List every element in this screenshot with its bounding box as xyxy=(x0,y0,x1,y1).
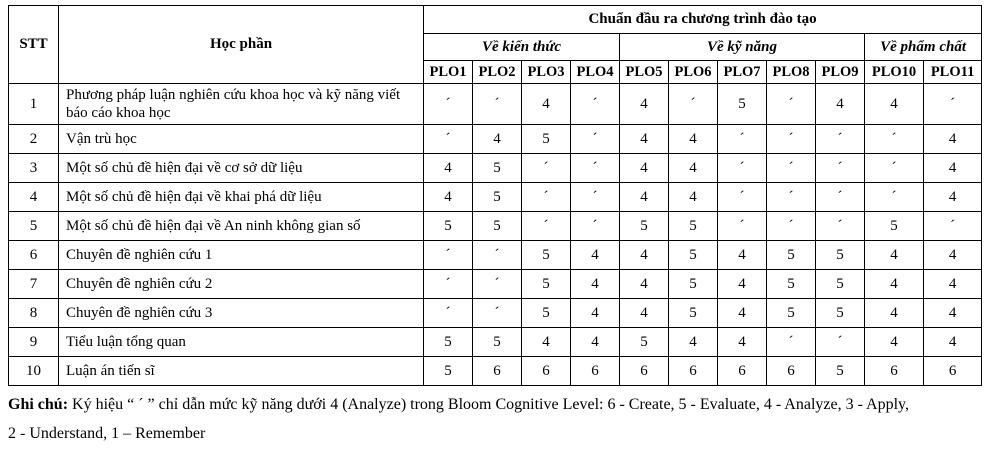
plo-value-cell: ´ xyxy=(767,328,816,357)
plo-value-cell: 5 xyxy=(424,212,473,241)
plo-value-cell: 4 xyxy=(718,328,767,357)
footnote-line-2 xyxy=(8,419,980,448)
plo-value-cell: ´ xyxy=(424,125,473,154)
plo-value-cell: 6 xyxy=(767,357,816,386)
outcomes-title-header: Chuẩn đầu ra chương trình đào tạo xyxy=(424,6,982,34)
plo-column-header: PLO1 xyxy=(424,61,473,84)
plo-value-cell: 4 xyxy=(571,241,620,270)
plo-value-cell: 5 xyxy=(522,125,571,154)
footnote-line-1 xyxy=(8,390,980,419)
plo-value-cell: 4 xyxy=(620,241,669,270)
stt-cell: 6 xyxy=(9,241,59,270)
plo-value-cell: 5 xyxy=(669,299,718,328)
plo-value-cell: 4 xyxy=(669,328,718,357)
plo-column-header: PLO2 xyxy=(473,61,522,84)
footnote-text-2: 2 - Understand, 1 – Remember xyxy=(8,425,206,442)
plo-value-cell: ´ xyxy=(522,183,571,212)
plo-value-cell: 6 xyxy=(718,357,767,386)
plo-value-cell: ´ xyxy=(473,299,522,328)
plo-column-header: PLO4 xyxy=(571,61,620,84)
plo-value-cell: 5 xyxy=(669,212,718,241)
plo-value-cell: ´ xyxy=(816,125,865,154)
stt-cell: 9 xyxy=(9,328,59,357)
course-name-cell: Vận trù học xyxy=(59,125,424,154)
plo-value-cell: 5 xyxy=(473,154,522,183)
plo-value-cell: 5 xyxy=(865,212,924,241)
plo-value-cell: 5 xyxy=(522,299,571,328)
plo-value-cell: ´ xyxy=(424,84,473,125)
plo-value-cell: 4 xyxy=(718,241,767,270)
footnote-label: Ghi chú: xyxy=(8,396,69,413)
plo-value-cell: 6 xyxy=(571,357,620,386)
plo-value-cell: 5 xyxy=(816,270,865,299)
plo-value-cell: 4 xyxy=(620,270,669,299)
plo-matrix-table xyxy=(8,5,982,386)
group-header-skills: Về kỹ năng xyxy=(620,34,865,61)
plo-value-cell: ´ xyxy=(767,212,816,241)
table-row xyxy=(9,183,982,212)
group-header-qualities: Về phẩm chất xyxy=(865,34,982,61)
plo-value-cell: ´ xyxy=(522,154,571,183)
footnote-text-1: Ký hiệu “ ´ ” chỉ dẫn mức kỹ năng dưới 4 (Analyze) trong Bloom Cognitive Level: 6 - Create, 5 - Evaluate, 4 - Analyze, 3 - Apply, xyxy=(72,396,909,413)
plo-value-cell: ´ xyxy=(571,154,620,183)
course-name-cell: Một số chủ đề hiện đại về cơ sở dữ liệu xyxy=(59,154,424,183)
plo-value-cell: 4 xyxy=(924,299,982,328)
table-row xyxy=(9,241,982,270)
plo-value-cell: ´ xyxy=(571,183,620,212)
table-row xyxy=(9,84,982,125)
plo-value-cell: 4 xyxy=(669,154,718,183)
plo-value-cell: ´ xyxy=(424,241,473,270)
plo-value-cell: ´ xyxy=(571,125,620,154)
plo-value-cell: 5 xyxy=(522,241,571,270)
footnote xyxy=(8,390,980,448)
plo-value-cell: 4 xyxy=(571,328,620,357)
course-name-cell: Chuyên đề nghiên cứu 1 xyxy=(59,241,424,270)
stt-cell: 10 xyxy=(9,357,59,386)
plo-value-cell: ´ xyxy=(767,183,816,212)
table-row xyxy=(9,154,982,183)
plo-value-cell: 5 xyxy=(718,84,767,125)
plo-value-cell: 4 xyxy=(718,299,767,328)
plo-value-cell: ´ xyxy=(424,299,473,328)
stt-cell: 1 xyxy=(9,84,59,125)
stt-cell: 5 xyxy=(9,212,59,241)
course-name-cell: Tiểu luận tổng quan xyxy=(59,328,424,357)
plo-value-cell: ´ xyxy=(767,125,816,154)
plo-value-cell: ´ xyxy=(473,270,522,299)
plo-value-cell: ´ xyxy=(865,125,924,154)
plo-value-cell: 6 xyxy=(924,357,982,386)
plo-value-cell: 4 xyxy=(865,241,924,270)
plo-value-cell: 4 xyxy=(669,125,718,154)
plo-value-cell: ´ xyxy=(767,154,816,183)
plo-value-cell: 4 xyxy=(924,270,982,299)
plo-value-cell: 4 xyxy=(620,154,669,183)
plo-value-cell: 6 xyxy=(620,357,669,386)
plo-value-cell: 6 xyxy=(669,357,718,386)
plo-value-cell: ´ xyxy=(924,212,982,241)
plo-value-cell: 6 xyxy=(473,357,522,386)
plo-value-cell: 4 xyxy=(924,125,982,154)
plo-value-cell: 5 xyxy=(522,270,571,299)
plo-value-cell: 4 xyxy=(669,183,718,212)
plo-value-cell: 4 xyxy=(718,270,767,299)
plo-value-cell: ´ xyxy=(571,212,620,241)
plo-value-cell: 5 xyxy=(669,241,718,270)
plo-value-cell: 4 xyxy=(571,299,620,328)
plo-column-header: PLO7 xyxy=(718,61,767,84)
plo-value-cell: 5 xyxy=(473,328,522,357)
plo-value-cell: 5 xyxy=(816,299,865,328)
plo-column-header: PLO10 xyxy=(865,61,924,84)
table-row xyxy=(9,212,982,241)
plo-value-cell: 4 xyxy=(865,299,924,328)
stt-cell: 4 xyxy=(9,183,59,212)
table-row xyxy=(9,299,982,328)
course-name-cell: Chuyên đề nghiên cứu 2 xyxy=(59,270,424,299)
plo-value-cell: 5 xyxy=(816,357,865,386)
plo-value-cell: 6 xyxy=(865,357,924,386)
plo-value-cell: 5 xyxy=(669,270,718,299)
plo-value-cell: ´ xyxy=(718,125,767,154)
plo-value-cell: 4 xyxy=(522,84,571,125)
plo-value-cell: ´ xyxy=(571,84,620,125)
plo-value-cell: ´ xyxy=(865,154,924,183)
header-row-outcomes-title xyxy=(9,6,982,34)
table-row xyxy=(9,357,982,386)
group-header-knowledge: Về kiến thức xyxy=(424,34,620,61)
stt-cell: 7 xyxy=(9,270,59,299)
course-name-cell: Một số chủ đề hiện đại về An ninh không gian số xyxy=(59,212,424,241)
plo-value-cell: 5 xyxy=(620,212,669,241)
plo-value-cell: 4 xyxy=(924,183,982,212)
plo-value-cell: ´ xyxy=(473,84,522,125)
plo-value-cell: 4 xyxy=(924,241,982,270)
plo-value-cell: 4 xyxy=(424,183,473,212)
table-body xyxy=(9,84,982,386)
plo-value-cell: 6 xyxy=(522,357,571,386)
plo-value-cell: 4 xyxy=(571,270,620,299)
plo-value-cell: 5 xyxy=(620,328,669,357)
plo-value-cell: 4 xyxy=(620,84,669,125)
stt-cell: 2 xyxy=(9,125,59,154)
plo-value-cell: ´ xyxy=(865,183,924,212)
plo-value-cell: 5 xyxy=(424,357,473,386)
plo-value-cell: ´ xyxy=(473,241,522,270)
stt-cell: 8 xyxy=(9,299,59,328)
table-row xyxy=(9,270,982,299)
plo-value-cell: ´ xyxy=(816,212,865,241)
plo-value-cell: 5 xyxy=(767,299,816,328)
plo-value-cell: ´ xyxy=(424,270,473,299)
plo-value-cell: ´ xyxy=(669,84,718,125)
plo-value-cell: 4 xyxy=(924,154,982,183)
plo-value-cell: ´ xyxy=(522,212,571,241)
plo-column-header: PLO9 xyxy=(816,61,865,84)
plo-value-cell: 5 xyxy=(767,270,816,299)
plo-value-cell: 4 xyxy=(620,125,669,154)
plo-value-cell: ´ xyxy=(718,212,767,241)
plo-value-cell: 4 xyxy=(865,270,924,299)
plo-value-cell: ´ xyxy=(816,183,865,212)
course-name-cell: Phương pháp luận nghiên cứu khoa học và kỹ năng viết báo cáo khoa học xyxy=(59,84,424,125)
table-header xyxy=(9,6,982,84)
plo-value-cell: ´ xyxy=(924,84,982,125)
plo-value-cell: 4 xyxy=(522,328,571,357)
plo-column-header: PLO3 xyxy=(522,61,571,84)
table-row xyxy=(9,328,982,357)
course-name-cell: Một số chủ đề hiện đại về khai phá dữ liệu xyxy=(59,183,424,212)
plo-value-cell: 5 xyxy=(816,241,865,270)
plo-value-cell: 4 xyxy=(424,154,473,183)
course-name-cell: Chuyên đề nghiên cứu 3 xyxy=(59,299,424,328)
plo-value-cell: 4 xyxy=(620,183,669,212)
stt-column-header: STT xyxy=(9,6,59,84)
plo-column-header: PLO6 xyxy=(669,61,718,84)
table-row xyxy=(9,125,982,154)
plo-value-cell: 5 xyxy=(473,212,522,241)
plo-value-cell: 4 xyxy=(865,328,924,357)
plo-value-cell: 5 xyxy=(473,183,522,212)
plo-value-cell: ´ xyxy=(816,154,865,183)
plo-value-cell: 4 xyxy=(924,328,982,357)
plo-value-cell: ´ xyxy=(767,84,816,125)
plo-column-header: PLO11 xyxy=(924,61,982,84)
course-column-header: Học phần xyxy=(59,6,424,84)
plo-column-header: PLO5 xyxy=(620,61,669,84)
plo-value-cell: 5 xyxy=(767,241,816,270)
plo-value-cell: 4 xyxy=(816,84,865,125)
course-name-cell: Luận án tiến sĩ xyxy=(59,357,424,386)
plo-value-cell: 4 xyxy=(620,299,669,328)
stt-cell: 3 xyxy=(9,154,59,183)
plo-value-cell: 4 xyxy=(473,125,522,154)
plo-value-cell: ´ xyxy=(718,154,767,183)
plo-value-cell: ´ xyxy=(718,183,767,212)
plo-column-header: PLO8 xyxy=(767,61,816,84)
plo-value-cell: 4 xyxy=(865,84,924,125)
plo-value-cell: ´ xyxy=(816,328,865,357)
plo-value-cell: 5 xyxy=(424,328,473,357)
